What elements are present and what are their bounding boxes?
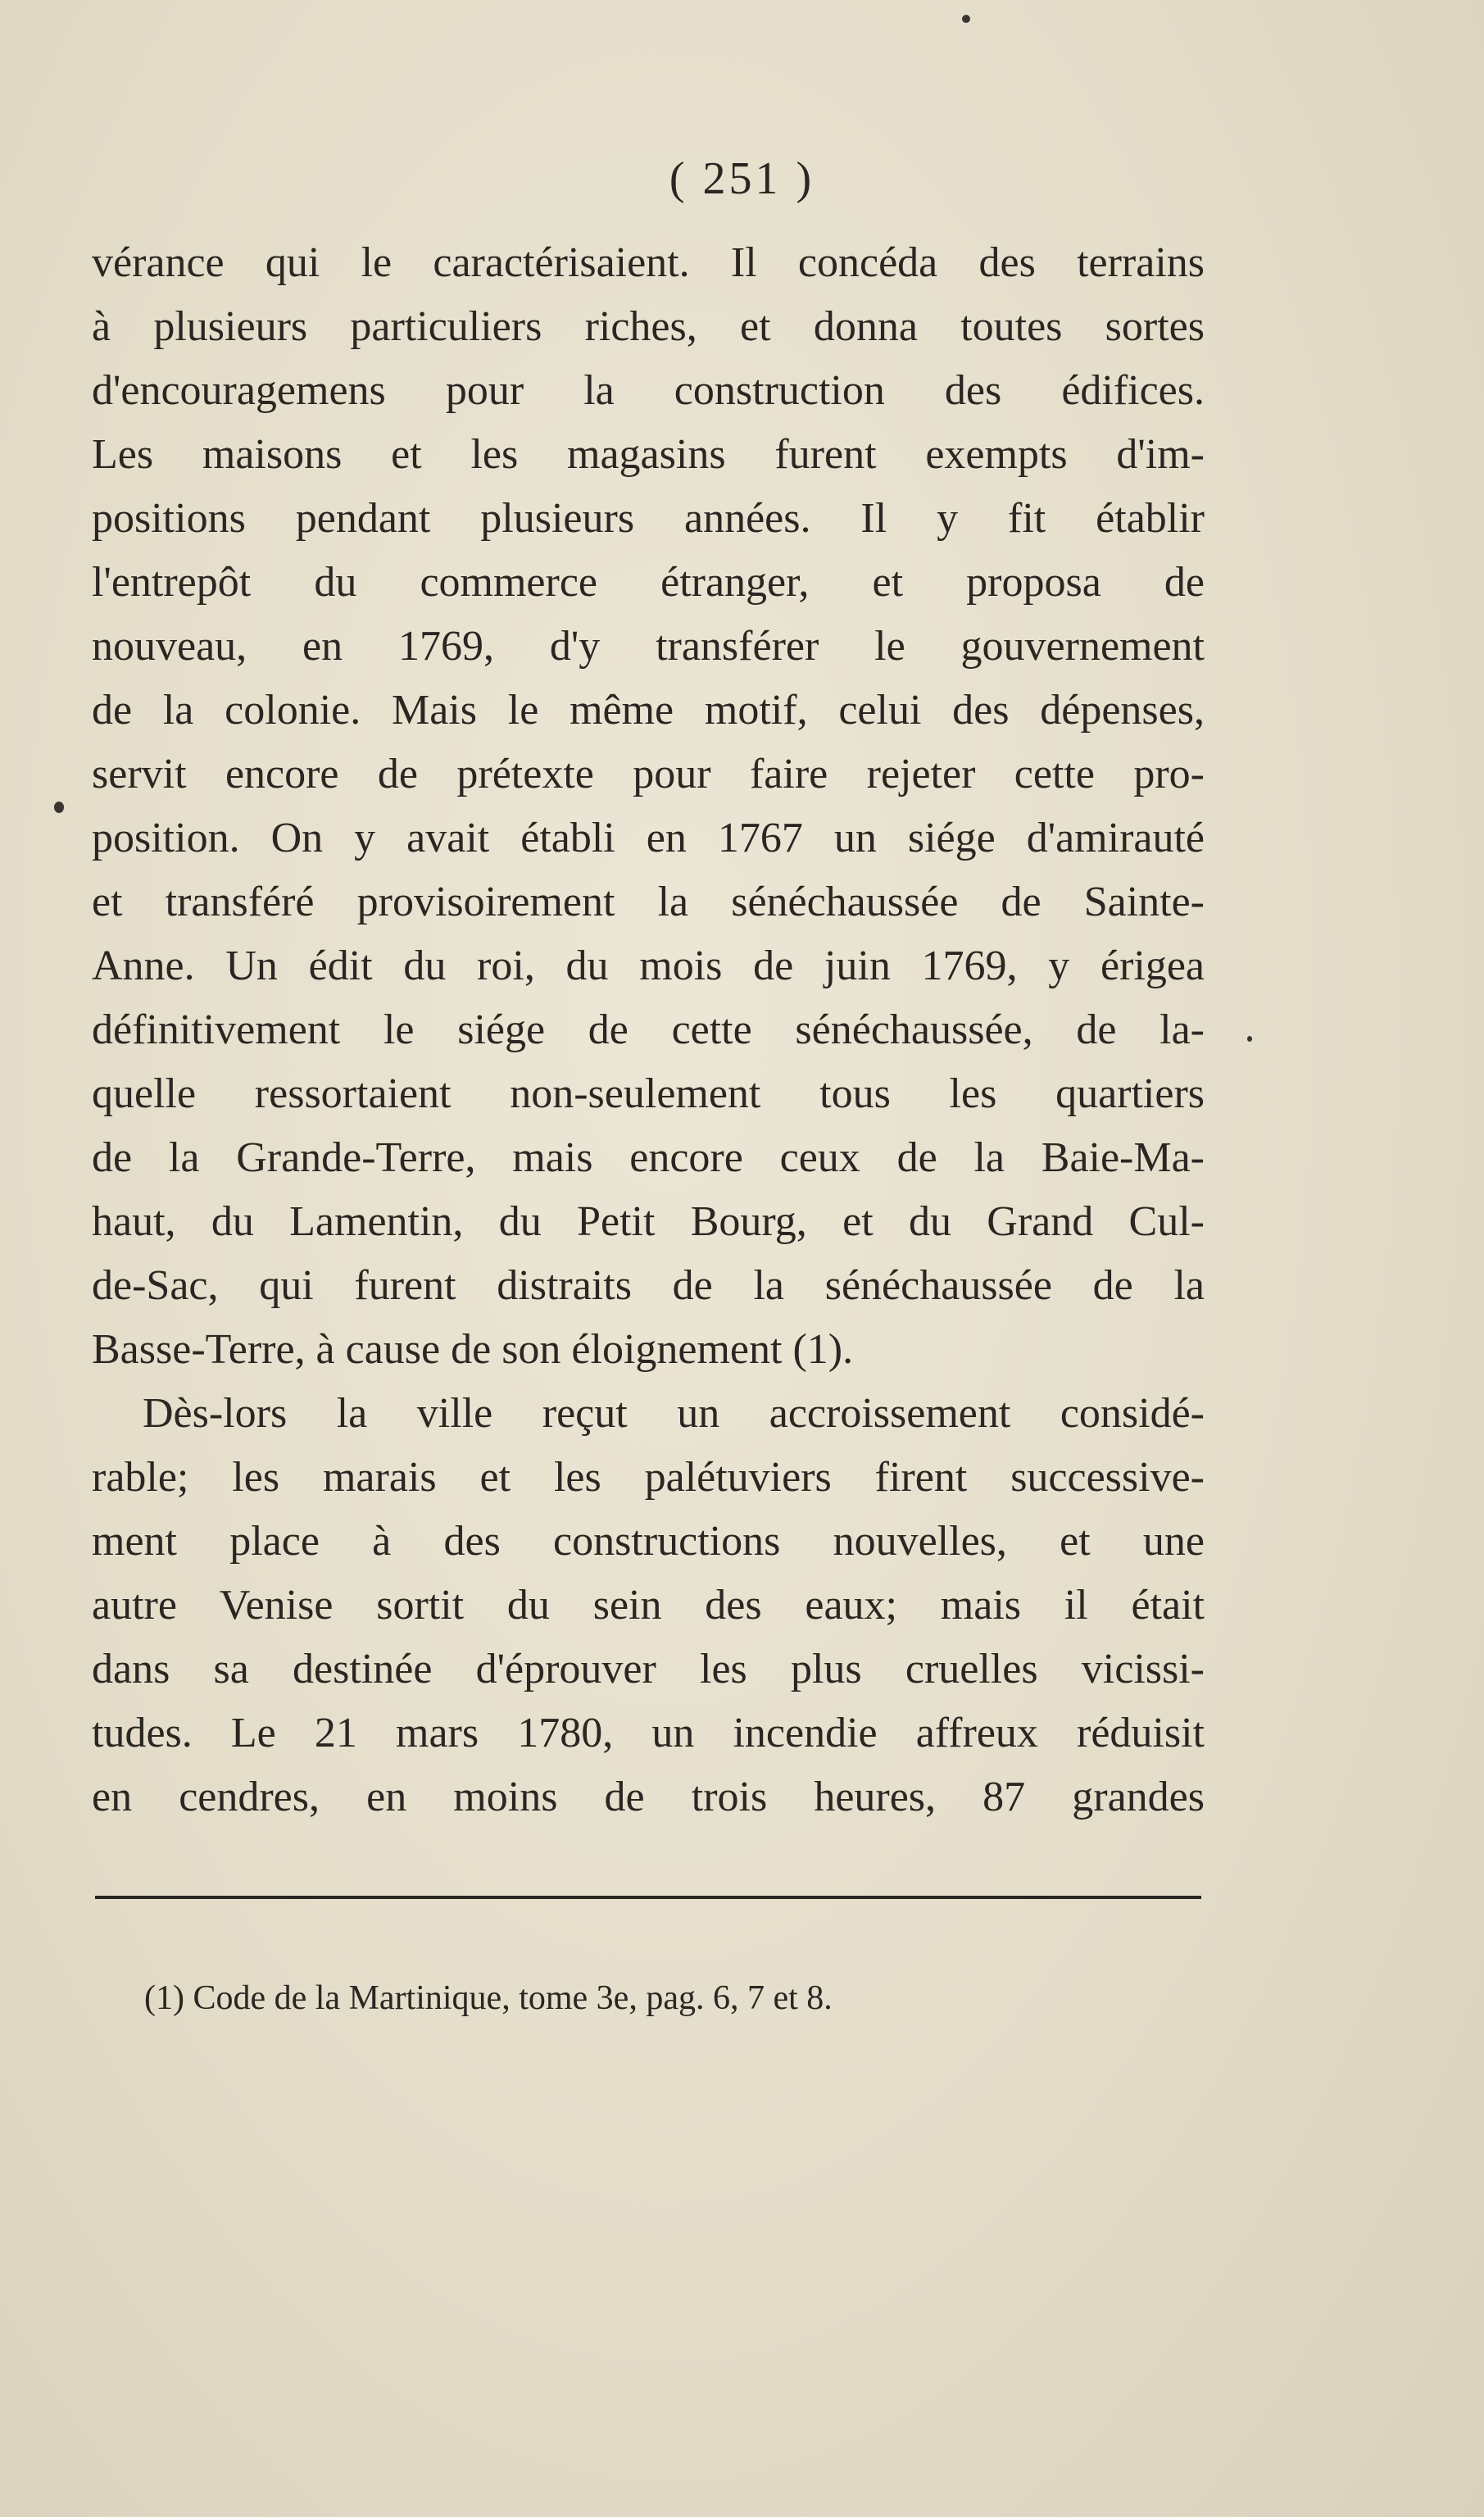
text-line: Anne. Un édit du roi, du mois de juin 1769, y érigea [92,943,1205,989]
text-line: de la Grande-Terre, mais encore ceux de la Baie-Ma- [92,1134,1205,1181]
text-line: ment place à des constructions nouvelles, et une [92,1518,1205,1565]
text-line: rable; les marais et les palétuviers firent successive- [92,1454,1205,1501]
footnote: (1) Code de la Martinique, tome 3e, pag. 6, 7 et 8. [144,1979,833,2017]
text-line: servit encore de prétexte pour faire rejeter cette pro- [92,751,1205,797]
ink-speck [1247,1036,1252,1042]
text-line: d'encouragemens pour la construction des édifices. [92,367,1205,414]
text-line: positions pendant plusieurs années. Il y fit établir [92,495,1205,542]
page-number: ( 251 ) [669,153,815,204]
text-line: vérance qui le caractérisaient. Il concéda des terrains [92,239,1205,286]
text-line: en cendres, en moins de trois heures, 87 grandes [92,1774,1205,1820]
footnote-divider [95,1896,1201,1899]
text-line: nouveau, en 1769, d'y transférer le gouvernement [92,623,1205,670]
text-line: quelle ressortaient non-seulement tous les quartiers [92,1070,1205,1117]
text-line: autre Venise sortit du sein des eaux; mais il était [92,1582,1205,1629]
text-line: l'entrepôt du commerce étranger, et proposa de [92,559,1205,606]
text-line: Basse-Terre, à cause de son éloignement (1). [92,1326,854,1373]
text-line: dans sa destinée d'éprouver les plus cruelles vicissi- [92,1646,1205,1692]
text-line: tudes. Le 21 mars 1780, un incendie affreux réduisit [92,1710,1205,1756]
text-line: et transféré provisoirement la sénéchaussée de Sainte- [92,879,1205,925]
ink-speck [54,802,64,813]
text-line: de-Sac, qui furent distraits de la sénéchaussée de la [92,1262,1205,1309]
ink-speck [962,15,970,23]
text-line: de la colonie. Mais le même motif, celui des dépenses, [92,687,1205,734]
text-line: Les maisons et les magasins furent exempts d'im- [92,431,1205,478]
text-line: définitivement le siége de cette sénéchaussée, de la- [92,1006,1205,1053]
text-line: à plusieurs particuliers riches, et donna toutes sortes [92,303,1205,350]
body-text [92,231,1205,1829]
text-line: position. On y avait établi en 1767 un siége d'amirauté [92,815,1205,861]
text-line: Dès-lors la ville reçut un accroissement considé- [143,1390,1205,1437]
text-line: haut, du Lamentin, du Petit Bourg, et du Grand Cul- [92,1198,1205,1245]
